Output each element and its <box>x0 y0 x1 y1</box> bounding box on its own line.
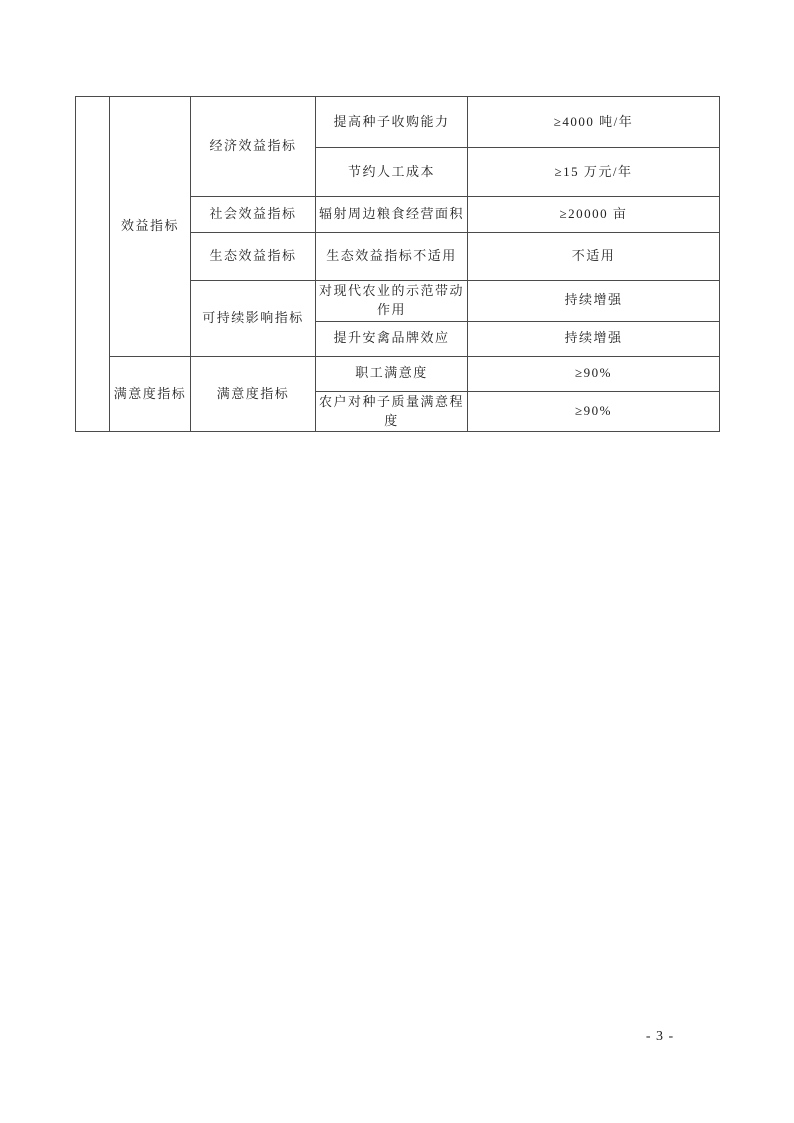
cell-indicator-r4: 生态效益指标不适用 <box>316 233 468 281</box>
table-row <box>76 97 720 148</box>
cell-category-economic: 经济效益指标 <box>191 97 316 197</box>
indicator-table <box>75 96 720 432</box>
page-number: - 3 - <box>645 1029 675 1044</box>
cell-value-r6: 持续增强 <box>468 321 720 356</box>
cell-category-ecological: 生态效益指标 <box>191 233 316 281</box>
cell-value-r7: ≥90% <box>468 356 720 391</box>
cell-value-r4: 不适用 <box>468 233 720 281</box>
cell-indicator-r1: 提高种子收购能力 <box>316 97 468 148</box>
cell-indicator-r2: 节约人工成本 <box>316 148 468 197</box>
cell-group-satisfaction: 满意度指标 <box>110 356 191 432</box>
cell-category-satisfaction: 满意度指标 <box>191 356 316 432</box>
cell-value-r3: ≥20000 亩 <box>468 197 720 233</box>
cell-blank-column <box>76 97 110 432</box>
cell-indicator-r8: 农户对种子质量满意程度 <box>316 391 468 432</box>
cell-category-social: 社会效益指标 <box>191 197 316 233</box>
cell-value-r1: ≥4000 吨/年 <box>468 97 720 148</box>
cell-value-r8: ≥90% <box>468 391 720 432</box>
cell-value-r5: 持续增强 <box>468 281 720 322</box>
table-row <box>76 356 720 391</box>
cell-indicator-r5: 对现代农业的示范带动作用 <box>316 281 468 322</box>
cell-indicator-r6: 提升安禽品牌效应 <box>316 321 468 356</box>
cell-indicator-r7: 职工满意度 <box>316 356 468 391</box>
cell-group-benefit: 效益指标 <box>110 97 191 357</box>
cell-indicator-r3: 辐射周边粮食经营面积 <box>316 197 468 233</box>
cell-category-sustainability: 可持续影响指标 <box>191 281 316 357</box>
cell-value-r2: ≥15 万元/年 <box>468 148 720 197</box>
